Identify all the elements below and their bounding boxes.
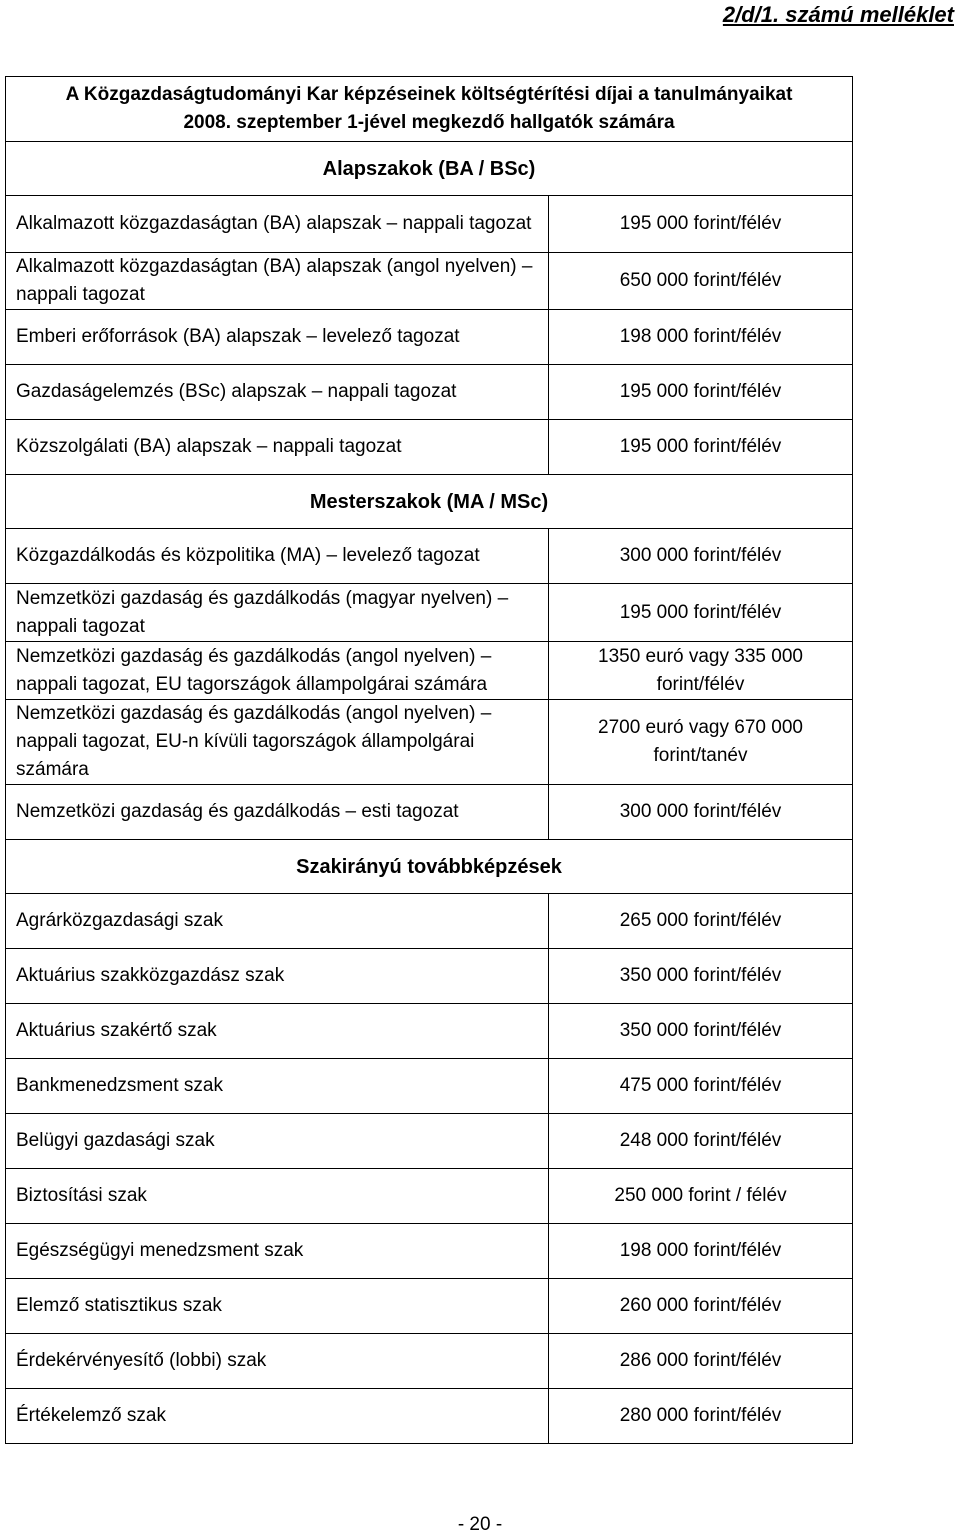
program-fee: 350 000 forint/félév: [549, 1004, 853, 1059]
program-fee: 1350 euró vagy 335 000 forint/félév: [549, 642, 853, 700]
program-fee: 260 000 forint/félév: [549, 1279, 853, 1334]
program-name: Nemzetközi gazdaság és gazdálkodás (angol nyelven) – nappali tagozat, EU-n kívüli tagországok állampolgárai számára: [6, 700, 549, 785]
program-name: Belügyi gazdasági szak: [6, 1114, 549, 1169]
program-name: Emberi erőforrások (BA) alapszak – levelező tagozat: [6, 310, 549, 365]
section-heading-row: [6, 142, 853, 196]
section-heading: Szakirányú továbbképzések: [6, 840, 853, 894]
program-name: Egészségügyi menedzsment szak: [6, 1224, 549, 1279]
program-fee: 195 000 forint/félév: [549, 584, 853, 642]
program-name: Elemző statisztikus szak: [6, 1279, 549, 1334]
table-row: [6, 310, 853, 365]
program-fee: 265 000 forint/félév: [549, 894, 853, 949]
table-row: [6, 1334, 853, 1389]
program-name: Agrárközgazdasági szak: [6, 894, 549, 949]
table-row: [6, 365, 853, 420]
section-heading: Mesterszakok (MA / MSc): [6, 475, 853, 529]
table-row: [6, 1389, 853, 1444]
program-name: Nemzetközi gazdaság és gazdálkodás – esti tagozat: [6, 785, 549, 840]
program-name: Biztosítási szak: [6, 1169, 549, 1224]
program-name: Alkalmazott közgazdaságtan (BA) alapszak – nappali tagozat: [6, 196, 549, 253]
program-name: Aktuárius szakközgazdász szak: [6, 949, 549, 1004]
table-title-line-1: A Közgazdaságtudományi Kar képzéseinek költségtérítési díjai a tanulmányaikat: [65, 84, 793, 105]
table-title-row: [6, 77, 853, 142]
program-fee: 650 000 forint/félév: [549, 253, 853, 310]
page-number: - 20 -: [457, 1514, 503, 1535]
table-row: [6, 196, 853, 253]
annex-label: 2/d/1. számú melléklet: [722, 2, 954, 27]
table-row: [6, 1279, 853, 1334]
section-heading-row: [6, 840, 853, 894]
program-fee: 195 000 forint/félév: [549, 196, 853, 253]
program-fee: 198 000 forint/félév: [549, 310, 853, 365]
program-name: Gazdaságelemzés (BSc) alapszak – nappali tagozat: [6, 365, 549, 420]
table-row: [6, 253, 853, 310]
program-fee: 248 000 forint/félév: [549, 1114, 853, 1169]
section-heading: Alapszakok (BA / BSc): [6, 142, 853, 196]
section-heading-row: [6, 475, 853, 529]
program-name: Közszolgálati (BA) alapszak – nappali tagozat: [6, 420, 549, 475]
table-row: [6, 894, 853, 949]
table-row: [6, 949, 853, 1004]
program-fee: 2700 euró vagy 670 000 forint/tanév: [549, 700, 853, 785]
program-name: Nemzetközi gazdaság és gazdálkodás (magyar nyelven) – nappali tagozat: [6, 584, 549, 642]
program-fee: 350 000 forint/félév: [549, 949, 853, 1004]
program-fee: 195 000 forint/félév: [549, 420, 853, 475]
table-row: [6, 420, 853, 475]
program-name: Alkalmazott közgazdaságtan (BA) alapszak (angol nyelven) – nappali tagozat: [6, 253, 549, 310]
tuition-fee-table: [5, 76, 853, 1444]
program-name: Közgazdálkodás és közpolitika (MA) – levelező tagozat: [6, 529, 549, 584]
table-row: [6, 1169, 853, 1224]
program-name: Nemzetközi gazdaság és gazdálkodás (angol nyelven) – nappali tagozat, EU tagországok állampolgárai számára: [6, 642, 549, 700]
program-name: Aktuárius szakértő szak: [6, 1004, 549, 1059]
program-fee: 195 000 forint/félév: [549, 365, 853, 420]
program-fee: 300 000 forint/félév: [549, 785, 853, 840]
table-title: [6, 77, 853, 142]
program-name: Értékelemző szak: [6, 1389, 549, 1444]
program-fee: 300 000 forint/félév: [549, 529, 853, 584]
program-name: Bankmenedzsment szak: [6, 1059, 549, 1114]
table-row: [6, 700, 853, 785]
program-name: Érdekérvényesítő (lobbi) szak: [6, 1334, 549, 1389]
table-row: [6, 642, 853, 700]
table-row: [6, 1114, 853, 1169]
program-fee: 280 000 forint/félév: [549, 1389, 853, 1444]
table-row: [6, 1059, 853, 1114]
program-fee: 286 000 forint/félév: [549, 1334, 853, 1389]
program-fee: 475 000 forint/félév: [549, 1059, 853, 1114]
program-fee: 198 000 forint/félév: [549, 1224, 853, 1279]
table-row: [6, 785, 853, 840]
table-row: [6, 529, 853, 584]
program-fee: 250 000 forint / félév: [549, 1169, 853, 1224]
table-row: [6, 1224, 853, 1279]
table-row: [6, 584, 853, 642]
table-row: [6, 1004, 853, 1059]
table-title-line-2: 2008. szeptember 1-jével megkezdő hallgatók számára: [183, 112, 675, 133]
